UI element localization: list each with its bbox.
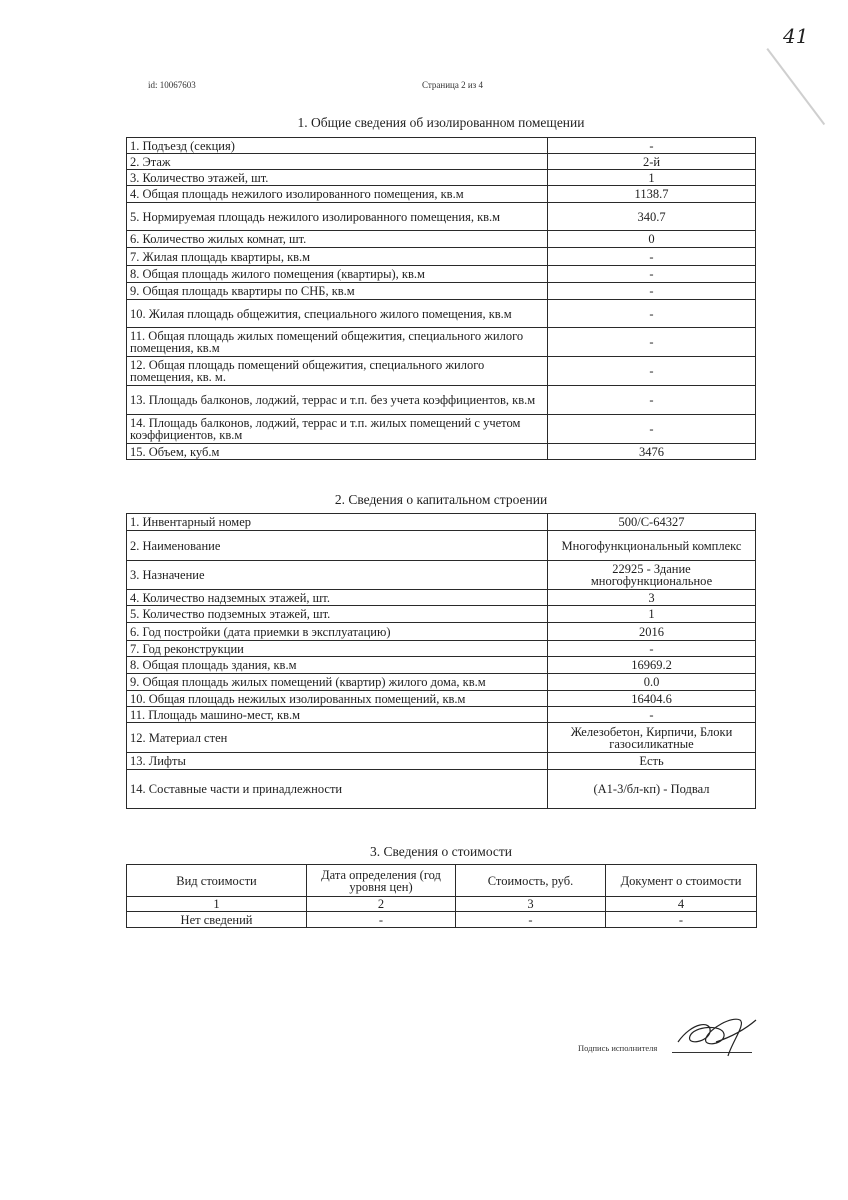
table-row bbox=[127, 674, 756, 691]
column-number-row bbox=[127, 897, 757, 912]
section2-title: 2. Сведения о капитальном строении bbox=[334, 492, 548, 507]
table-row bbox=[127, 531, 756, 561]
row-value: - bbox=[548, 328, 756, 357]
row-value: - bbox=[548, 248, 756, 266]
row-value: 1 bbox=[548, 170, 756, 186]
row-label: 11. Площадь машино-мест, кв.м bbox=[127, 707, 548, 723]
row-label: 3. Назначение bbox=[127, 561, 548, 590]
row-value: 2-й bbox=[548, 154, 756, 170]
row-label: 13. Лифты bbox=[127, 753, 548, 770]
row-label: 5. Нормируемая площадь нежилого изолированного помещения, кв.м bbox=[127, 203, 548, 231]
table-row bbox=[127, 186, 756, 203]
handwritten-page-number: 41 bbox=[783, 24, 809, 48]
row-value: 3 bbox=[548, 590, 756, 606]
table-row bbox=[127, 561, 756, 590]
cell: - bbox=[606, 912, 757, 928]
row-label: 10. Общая площадь нежилых изолированных помещений, кв.м bbox=[127, 691, 548, 707]
section3-table bbox=[126, 864, 757, 928]
row-label: 7. Жилая площадь квартиры, кв.м bbox=[127, 248, 548, 266]
row-label: 2. Наименование bbox=[127, 531, 548, 561]
row-value: (А1-3/бл-кп) - Подвал bbox=[548, 770, 756, 809]
row-label: 13. Площадь балконов, лоджий, террас и т.п. без учета коэффициентов, кв.м bbox=[127, 386, 548, 415]
table-row bbox=[127, 723, 756, 753]
table-row bbox=[127, 514, 756, 531]
table-row bbox=[127, 154, 756, 170]
row-label: 10. Жилая площадь общежития, специального жилого помещения, кв.м bbox=[127, 300, 548, 328]
table-row bbox=[127, 300, 756, 328]
row-value: 22925 - Здание многофункциональное bbox=[548, 561, 756, 590]
row-label: 8. Общая площадь здания, кв.м bbox=[127, 657, 548, 674]
row-value: 3476 bbox=[548, 444, 756, 460]
row-value: - bbox=[548, 386, 756, 415]
row-label: 6. Год постройки (дата приемки в эксплуатацию) bbox=[127, 623, 548, 641]
row-value: - bbox=[548, 283, 756, 300]
table-row bbox=[127, 606, 756, 623]
row-value: 340.7 bbox=[548, 203, 756, 231]
row-value: - bbox=[548, 300, 756, 328]
row-value: 2016 bbox=[548, 623, 756, 641]
table-row bbox=[127, 444, 756, 460]
table-row bbox=[127, 170, 756, 186]
row-value: - bbox=[548, 357, 756, 386]
table-row bbox=[127, 203, 756, 231]
row-label: 15. Объем, куб.м bbox=[127, 444, 548, 460]
row-value: Многофункциональный комплекс bbox=[548, 531, 756, 561]
row-value: Железобетон, Кирпичи, Блоки газосиликатные bbox=[548, 723, 756, 753]
section2-table bbox=[126, 513, 756, 809]
table-row bbox=[127, 641, 756, 657]
row-value: 16404.6 bbox=[548, 691, 756, 707]
row-label: 1. Подъезд (секция) bbox=[127, 138, 548, 154]
row-value: 500/С-64327 bbox=[548, 514, 756, 531]
table-row bbox=[127, 138, 756, 154]
row-label: 7. Год реконструкции bbox=[127, 641, 548, 657]
table-row bbox=[127, 328, 756, 357]
column-header: Документ о стоимости bbox=[606, 865, 757, 897]
section1-table bbox=[126, 137, 756, 460]
table-row bbox=[127, 415, 756, 444]
table-row bbox=[127, 231, 756, 248]
row-label: 3. Количество этажей, шт. bbox=[127, 170, 548, 186]
table-row bbox=[127, 770, 756, 809]
row-label: 14. Составные части и принадлежности bbox=[127, 770, 548, 809]
signature-label: Подпись исполнителя bbox=[578, 1043, 658, 1053]
table-row bbox=[127, 386, 756, 415]
column-header: Дата определения (год уровня цен) bbox=[307, 865, 456, 897]
column-header: Стоимость, руб. bbox=[456, 865, 606, 897]
row-label: 4. Количество надземных этажей, шт. bbox=[127, 590, 548, 606]
table-row bbox=[127, 657, 756, 674]
row-value: 0.0 bbox=[548, 674, 756, 691]
row-label: 2. Этаж bbox=[127, 154, 548, 170]
row-value: - bbox=[548, 415, 756, 444]
table-row bbox=[127, 357, 756, 386]
row-label: 12. Материал стен bbox=[127, 723, 548, 753]
row-label: 9. Общая площадь квартиры по СНБ, кв.м bbox=[127, 283, 548, 300]
table-row bbox=[127, 623, 756, 641]
table-row bbox=[127, 590, 756, 606]
column-header: Вид стоимости bbox=[127, 865, 307, 897]
row-value: - bbox=[548, 138, 756, 154]
column-number: 2 bbox=[307, 897, 456, 912]
row-value: 1138.7 bbox=[548, 186, 756, 203]
table-row bbox=[127, 266, 756, 283]
cell: Нет сведений bbox=[127, 912, 307, 928]
row-label: 8. Общая площадь жилого помещения (квартиры), кв.м bbox=[127, 266, 548, 283]
table-row bbox=[127, 283, 756, 300]
row-value: - bbox=[548, 707, 756, 723]
row-label: 11. Общая площадь жилых помещений общежития, специального жилого помещения, кв.м bbox=[127, 328, 548, 357]
row-value: - bbox=[548, 641, 756, 657]
table-row bbox=[127, 248, 756, 266]
row-value: 1 bbox=[548, 606, 756, 623]
section3-title: 3. Сведения о стоимости bbox=[369, 844, 513, 859]
document-id: id: 10067603 bbox=[148, 80, 196, 90]
row-value: - bbox=[548, 266, 756, 283]
signature-scribble-icon bbox=[672, 1012, 762, 1060]
cell: - bbox=[307, 912, 456, 928]
scan-artifact-line bbox=[767, 48, 825, 125]
table-header-row bbox=[127, 865, 757, 897]
page-indicator: Страница 2 из 4 bbox=[422, 80, 483, 90]
table-row bbox=[127, 912, 757, 928]
column-number: 3 bbox=[456, 897, 606, 912]
row-value: Есть bbox=[548, 753, 756, 770]
row-label: 14. Площадь балконов, лоджий, террас и т.п. жилых помещений с учетом коэффициентов, кв.м bbox=[127, 415, 548, 444]
table-row bbox=[127, 691, 756, 707]
section1-title: 1. Общие сведения об изолированном помещении bbox=[297, 115, 585, 130]
table-row bbox=[127, 707, 756, 723]
row-label: 6. Количество жилых комнат, шт. bbox=[127, 231, 548, 248]
row-value: 16969.2 bbox=[548, 657, 756, 674]
row-value: 0 bbox=[548, 231, 756, 248]
row-label: 9. Общая площадь жилых помещений (квартир) жилого дома, кв.м bbox=[127, 674, 548, 691]
row-label: 4. Общая площадь нежилого изолированного помещения, кв.м bbox=[127, 186, 548, 203]
row-label: 12. Общая площадь помещений общежития, специального жилого помещения, кв. м. bbox=[127, 357, 548, 386]
table-row bbox=[127, 753, 756, 770]
row-label: 5. Количество подземных этажей, шт. bbox=[127, 606, 548, 623]
row-label: 1. Инвентарный номер bbox=[127, 514, 548, 531]
column-number: 1 bbox=[127, 897, 307, 912]
cell: - bbox=[456, 912, 606, 928]
column-number: 4 bbox=[606, 897, 757, 912]
